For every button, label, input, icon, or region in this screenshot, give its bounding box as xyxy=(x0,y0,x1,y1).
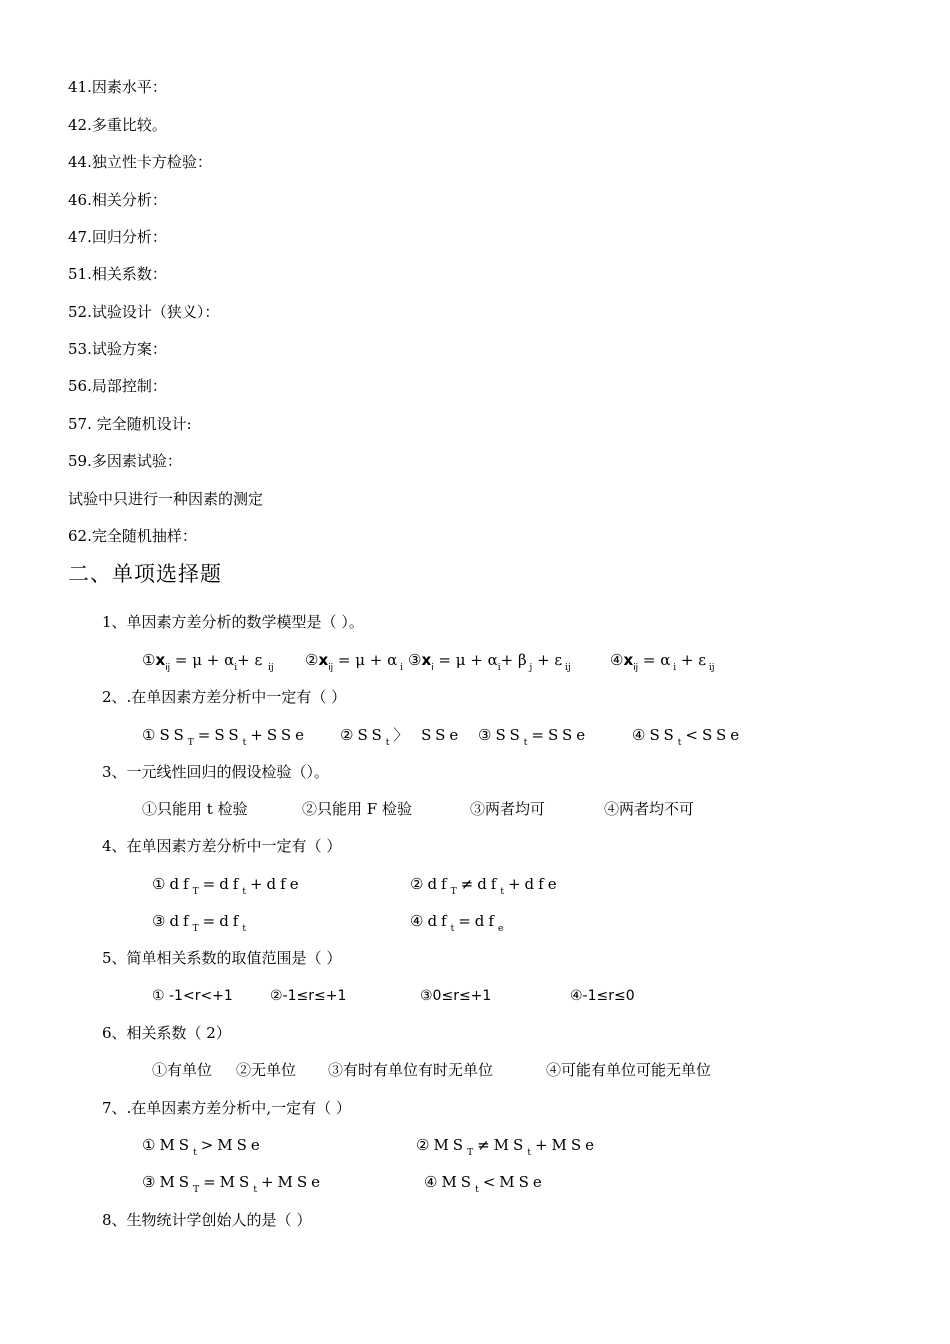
question-2: 2、.在单因素方差分析中一定有（ ） xyxy=(102,688,347,706)
question-8: 8、生物统计学创始人的是（ ） xyxy=(102,1211,312,1229)
q7-option-4: $④MS_t<MSe$ xyxy=(424,1173,546,1195)
section-title: 二、单项选择题 xyxy=(68,562,222,586)
q2-option-3: $③SS_t=SSe$ xyxy=(478,726,590,748)
q6-option-3: ③有时有单位有时无单位 xyxy=(328,1061,494,1079)
question-6: 6、相关系数（ 2） xyxy=(102,1024,231,1042)
q2-option-1: $①SS_T=SS_t+SSe$ xyxy=(142,726,308,748)
term-47: 47.回归分析： xyxy=(68,228,167,246)
q3-option-1: ①只能用 t 检验 xyxy=(142,800,248,818)
q5-option-3: ③0≤r≤+1 xyxy=(420,988,492,1004)
term-59: 59.多因素试验： xyxy=(68,452,182,470)
q7-option-2: $②MS_T\ne MS_t+MSe$ xyxy=(416,1136,599,1158)
term-57: 57. 完全随机设计: xyxy=(68,415,192,433)
term-41: 41.因素水平： xyxy=(68,78,167,96)
q4-option-4: $④df_t=df_e$ xyxy=(410,912,508,934)
term-46: 46.相关分析： xyxy=(68,191,167,209)
q1-option-3: $③x_i = \mu + \alpha_i+ \beta$ $_j$ + ε $_{ij}$ xyxy=(408,651,571,673)
q5-option-1: ① -1<r<+1 xyxy=(152,988,233,1004)
term-42: 42.多重比较。 xyxy=(68,116,167,134)
term-51: 51.相关系数： xyxy=(68,265,167,283)
q1-option-1: $①x_{ij} = \mu + \alpha_i+ \varepsilon$ $_{ij}$ xyxy=(142,651,274,673)
q6-option-2: ②无单位 xyxy=(236,1061,297,1079)
q6-option-4: ④可能有单位可能无单位 xyxy=(546,1061,712,1079)
term-62: 62.完全随机抽样： xyxy=(68,527,197,545)
q3-option-4: ④两者均不可 xyxy=(604,800,695,818)
term-59-answer: 试验中只进行一种因素的测定 xyxy=(68,490,264,508)
question-5: 5、简单相关系数的取值范围是（ ） xyxy=(102,949,342,967)
question-7: 7、.在单因素方差分析中,一定有（ ） xyxy=(102,1099,351,1117)
q3-option-2: ②只能用 F 检验 xyxy=(302,800,412,818)
q6-option-1: ①有单位 xyxy=(152,1061,213,1079)
q7-option-1: $①MS_t>MSe$ xyxy=(142,1136,264,1158)
term-56: 56.局部控制： xyxy=(68,377,167,395)
term-53: 53.试验方案： xyxy=(68,340,167,358)
question-1: 1、单因素方差分析的数学模型是（ ）。 xyxy=(102,613,364,631)
q4-option-2: $②df_T\ne df_t+dfe$ xyxy=(410,875,561,897)
q4-option-1: $①df_T=df_t+dfe$ xyxy=(152,875,303,897)
q3-option-3: ③两者均可 xyxy=(470,800,546,818)
question-4: 4、在单因素方差分析中一定有（ ） xyxy=(102,837,342,855)
q1-option-2: $②x_{ij} = \mu + \alpha$ $_i$ xyxy=(305,651,403,673)
q5-option-2: ②-1≤r≤+1 xyxy=(270,988,347,1004)
q5-option-4: ④-1≤r≤0 xyxy=(570,988,635,1004)
q7-option-3: $③MS_T=MS_t+MSe$ xyxy=(142,1173,325,1195)
q2-option-4: $④SS_t<SSe$ xyxy=(632,726,744,748)
term-52: 52.试验设计（狭义）： xyxy=(68,303,220,321)
q1-option-4: $④x_{ij} = \alpha$ $_i$ + ε $_{ij}$ xyxy=(610,651,715,673)
q2-option-2: $②SS_t$〉 SSe xyxy=(340,726,463,748)
question-3: 3、一元线性回归的假设检验（）。 xyxy=(102,763,330,781)
term-44: 44.独立性卡方检验： xyxy=(68,153,212,171)
q4-option-3: $③df_T=df_t$ xyxy=(152,912,250,934)
